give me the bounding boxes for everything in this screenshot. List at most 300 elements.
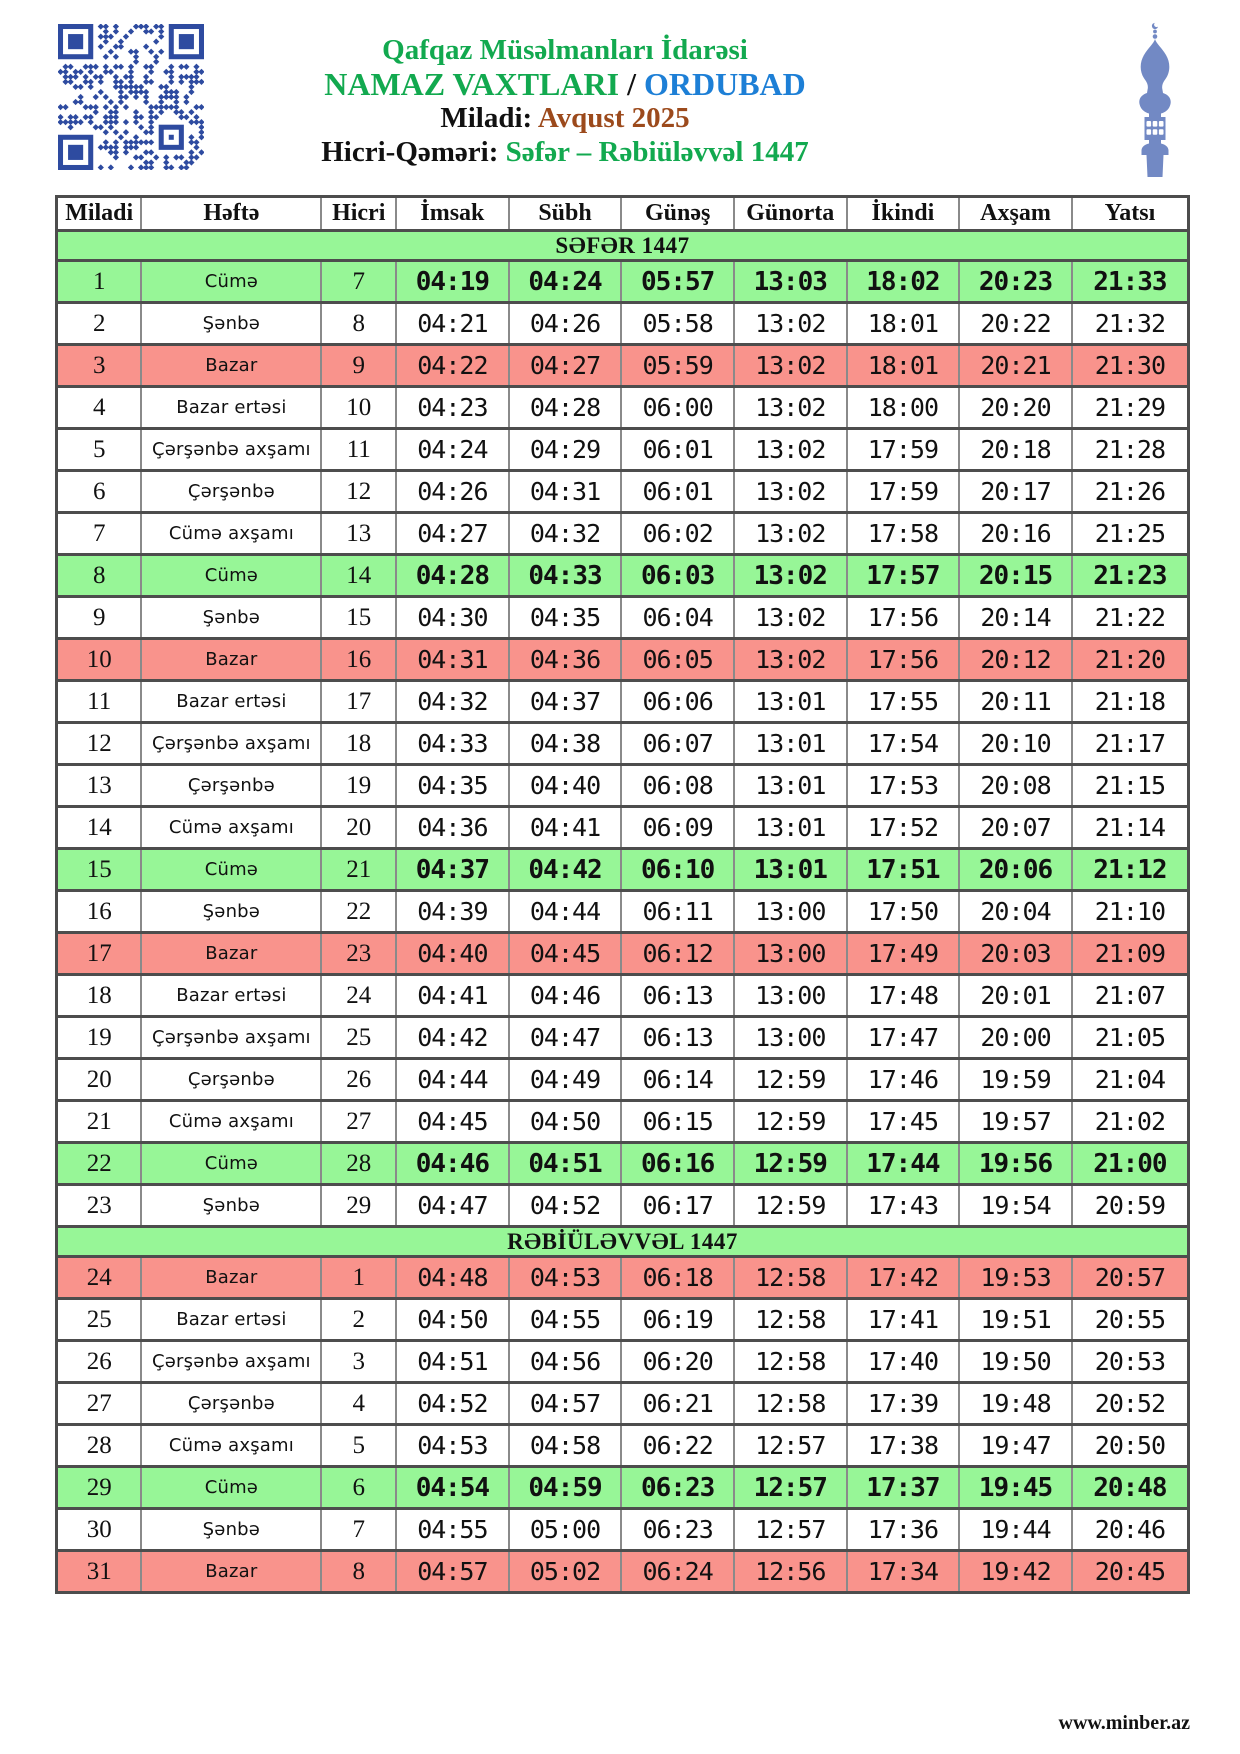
- title-block: [55, 33, 1075, 169]
- cell-weekday: Cümə: [141, 1467, 321, 1509]
- cell-hicri: 16: [321, 639, 396, 681]
- table-header-row: [57, 197, 1189, 231]
- table-row: [57, 765, 1189, 807]
- cell-miladi: 15: [57, 849, 142, 891]
- cell-time-subh: 04:36: [509, 639, 622, 681]
- cell-time-gunes: 06:12: [621, 933, 734, 975]
- cell-hicri: 10: [321, 387, 396, 429]
- cell-time-yatsi: 20:55: [1072, 1299, 1189, 1341]
- cell-time-yatsi: 21:25: [1072, 513, 1189, 555]
- cell-weekday: Şənbə: [141, 1185, 321, 1227]
- table-row: [57, 471, 1189, 513]
- cell-time-gunes: 06:11: [621, 891, 734, 933]
- cell-time-subh: 04:55: [509, 1299, 622, 1341]
- cell-time-yatsi: 21:17: [1072, 723, 1189, 765]
- cell-time-axsam: 20:20: [959, 387, 1072, 429]
- cell-time-gunorta: 13:00: [734, 1017, 847, 1059]
- cell-time-yatsi: 21:29: [1072, 387, 1189, 429]
- cell-time-gunorta: 13:02: [734, 597, 847, 639]
- cell-time-subh: 04:41: [509, 807, 622, 849]
- cell-miladi: 28: [57, 1425, 142, 1467]
- cell-time-ikindi: 18:00: [847, 387, 960, 429]
- cell-time-axsam: 20:00: [959, 1017, 1072, 1059]
- miladi-line: [55, 101, 1075, 135]
- cell-time-axsam: 20:22: [959, 303, 1072, 345]
- table-row: [57, 1257, 1189, 1299]
- cell-time-imsak: 04:40: [396, 933, 509, 975]
- cell-time-ikindi: 17:43: [847, 1185, 960, 1227]
- cell-miladi: 25: [57, 1299, 142, 1341]
- cell-time-ikindi: 17:36: [847, 1509, 960, 1551]
- cell-time-gunes: 06:13: [621, 1017, 734, 1059]
- cell-hicri: 29: [321, 1185, 396, 1227]
- cell-time-imsak: 04:30: [396, 597, 509, 639]
- city-name: ORDUBAD: [643, 66, 806, 102]
- cell-hicri: 7: [321, 1509, 396, 1551]
- cell-time-imsak: 04:47: [396, 1185, 509, 1227]
- cell-time-subh: 04:24: [509, 261, 622, 303]
- cell-time-subh: 04:45: [509, 933, 622, 975]
- cell-time-gunorta: 13:00: [734, 891, 847, 933]
- cell-time-ikindi: 17:44: [847, 1143, 960, 1185]
- cell-time-gunes: 06:18: [621, 1257, 734, 1299]
- cell-time-ikindi: 17:50: [847, 891, 960, 933]
- cell-time-ikindi: 17:57: [847, 555, 960, 597]
- cell-time-ikindi: 17:34: [847, 1551, 960, 1593]
- cell-time-yatsi: 21:30: [1072, 345, 1189, 387]
- cell-time-subh: 04:52: [509, 1185, 622, 1227]
- page-header: [0, 0, 1240, 190]
- table-row: [57, 891, 1189, 933]
- cell-weekday: Cümə: [141, 1143, 321, 1185]
- cell-time-subh: 04:47: [509, 1017, 622, 1059]
- cell-weekday: Çərşənbə axşamı: [141, 429, 321, 471]
- cell-time-subh: 04:38: [509, 723, 622, 765]
- cell-weekday: Çərşənbə: [141, 1383, 321, 1425]
- cell-weekday: Çərşənbə: [141, 471, 321, 513]
- cell-weekday: Bazar: [141, 1257, 321, 1299]
- cell-time-axsam: 19:45: [959, 1467, 1072, 1509]
- cell-time-subh: 04:42: [509, 849, 622, 891]
- cell-time-subh: 04:53: [509, 1257, 622, 1299]
- cell-time-yatsi: 21:10: [1072, 891, 1189, 933]
- table-row: [57, 261, 1189, 303]
- cell-time-subh: 04:59: [509, 1467, 622, 1509]
- cell-time-ikindi: 18:02: [847, 261, 960, 303]
- cell-time-axsam: 20:14: [959, 597, 1072, 639]
- cell-time-axsam: 20:18: [959, 429, 1072, 471]
- table-row: [57, 975, 1189, 1017]
- cell-miladi: 5: [57, 429, 142, 471]
- cell-weekday: Bazar ertəsi: [141, 681, 321, 723]
- cell-time-axsam: 19:51: [959, 1299, 1072, 1341]
- prayer-table: [55, 195, 1190, 1594]
- cell-time-gunes: 06:15: [621, 1101, 734, 1143]
- cell-time-yatsi: 21:23: [1072, 555, 1189, 597]
- table-row: [57, 723, 1189, 765]
- table-row: [57, 429, 1189, 471]
- cell-time-imsak: 04:50: [396, 1299, 509, 1341]
- cell-miladi: 24: [57, 1257, 142, 1299]
- cell-hicri: 2: [321, 1299, 396, 1341]
- cell-time-axsam: 20:01: [959, 975, 1072, 1017]
- cell-miladi: 4: [57, 387, 142, 429]
- table-row: [57, 1509, 1189, 1551]
- cell-time-gunorta: 13:01: [734, 807, 847, 849]
- cell-time-subh: 04:40: [509, 765, 622, 807]
- cell-time-axsam: 20:12: [959, 639, 1072, 681]
- cell-time-ikindi: 17:58: [847, 513, 960, 555]
- cell-time-subh: 04:44: [509, 891, 622, 933]
- cell-time-imsak: 04:27: [396, 513, 509, 555]
- cell-time-gunes: 06:10: [621, 849, 734, 891]
- cell-time-yatsi: 20:50: [1072, 1425, 1189, 1467]
- column-header-yatsi: Yatsı: [1072, 197, 1189, 231]
- cell-hicri: 9: [321, 345, 396, 387]
- cell-time-imsak: 04:53: [396, 1425, 509, 1467]
- cell-time-yatsi: 20:48: [1072, 1467, 1189, 1509]
- cell-time-ikindi: 17:59: [847, 471, 960, 513]
- cell-time-gunes: 06:20: [621, 1341, 734, 1383]
- cell-time-subh: 04:49: [509, 1059, 622, 1101]
- table-row: [57, 849, 1189, 891]
- table-row: [57, 933, 1189, 975]
- column-header-hicri: Hicri: [321, 197, 396, 231]
- cell-time-gunorta: 13:01: [734, 849, 847, 891]
- table-row: [57, 555, 1189, 597]
- cell-time-gunorta: 13:02: [734, 471, 847, 513]
- cell-miladi: 17: [57, 933, 142, 975]
- cell-time-ikindi: 17:53: [847, 765, 960, 807]
- cell-hicri: 7: [321, 261, 396, 303]
- hicri-value: Səfər – Rəbiüləvvəl 1447: [505, 136, 809, 168]
- cell-time-gunorta: 12:59: [734, 1059, 847, 1101]
- cell-time-gunes: 06:13: [621, 975, 734, 1017]
- cell-time-ikindi: 17:47: [847, 1017, 960, 1059]
- cell-miladi: 8: [57, 555, 142, 597]
- cell-hicri: 5: [321, 1425, 396, 1467]
- cell-weekday: Çərşənbə axşamı: [141, 723, 321, 765]
- cell-time-imsak: 04:28: [396, 555, 509, 597]
- cell-time-ikindi: 17:41: [847, 1299, 960, 1341]
- cell-time-subh: 05:02: [509, 1551, 622, 1593]
- cell-weekday: Cümə: [141, 555, 321, 597]
- cell-time-imsak: 04:52: [396, 1383, 509, 1425]
- cell-hicri: 8: [321, 303, 396, 345]
- cell-time-gunorta: 12:58: [734, 1383, 847, 1425]
- cell-time-axsam: 19:59: [959, 1059, 1072, 1101]
- cell-time-ikindi: 17:54: [847, 723, 960, 765]
- cell-time-ikindi: 17:52: [847, 807, 960, 849]
- cell-time-yatsi: 21:28: [1072, 429, 1189, 471]
- cell-time-gunes: 06:07: [621, 723, 734, 765]
- cell-time-imsak: 04:23: [396, 387, 509, 429]
- table-row: [57, 597, 1189, 639]
- cell-time-axsam: 19:47: [959, 1425, 1072, 1467]
- cell-time-axsam: 20:03: [959, 933, 1072, 975]
- cell-time-gunorta: 13:00: [734, 933, 847, 975]
- cell-time-imsak: 04:37: [396, 849, 509, 891]
- cell-miladi: 30: [57, 1509, 142, 1551]
- cell-miladi: 23: [57, 1185, 142, 1227]
- cell-weekday: Bazar ertəsi: [141, 975, 321, 1017]
- cell-miladi: 12: [57, 723, 142, 765]
- hicri-label: Hicri-Qəməri:: [321, 136, 506, 168]
- column-header-miladi: Miladi: [57, 197, 142, 231]
- cell-time-imsak: 04:19: [396, 261, 509, 303]
- cell-time-yatsi: 20:45: [1072, 1551, 1189, 1593]
- cell-time-gunes: 06:06: [621, 681, 734, 723]
- cell-time-gunes: 06:05: [621, 639, 734, 681]
- cell-miladi: 16: [57, 891, 142, 933]
- cell-time-axsam: 20:23: [959, 261, 1072, 303]
- column-header-axsam: Axşam: [959, 197, 1072, 231]
- cell-miladi: 29: [57, 1467, 142, 1509]
- cell-hicri: 23: [321, 933, 396, 975]
- cell-time-gunorta: 13:02: [734, 429, 847, 471]
- cell-time-axsam: 19:44: [959, 1509, 1072, 1551]
- cell-time-axsam: 20:04: [959, 891, 1072, 933]
- cell-time-gunes: 06:14: [621, 1059, 734, 1101]
- cell-time-yatsi: 21:04: [1072, 1059, 1189, 1101]
- cell-time-imsak: 04:42: [396, 1017, 509, 1059]
- cell-hicri: 11: [321, 429, 396, 471]
- cell-weekday: Şənbə: [141, 891, 321, 933]
- column-header-gunes: Günəş: [621, 197, 734, 231]
- cell-weekday: Cümə axşamı: [141, 1425, 321, 1467]
- cell-time-subh: 04:51: [509, 1143, 622, 1185]
- cell-miladi: 22: [57, 1143, 142, 1185]
- cell-time-imsak: 04:45: [396, 1101, 509, 1143]
- cell-miladi: 2: [57, 303, 142, 345]
- cell-hicri: 19: [321, 765, 396, 807]
- cell-time-axsam: 19:57: [959, 1101, 1072, 1143]
- cell-time-ikindi: 17:38: [847, 1425, 960, 1467]
- cell-time-ikindi: 17:49: [847, 933, 960, 975]
- cell-time-yatsi: 21:07: [1072, 975, 1189, 1017]
- cell-time-subh: 04:50: [509, 1101, 622, 1143]
- cell-hicri: 6: [321, 1467, 396, 1509]
- cell-time-gunorta: 13:02: [734, 387, 847, 429]
- cell-time-imsak: 04:24: [396, 429, 509, 471]
- cell-time-gunorta: 13:01: [734, 681, 847, 723]
- cell-time-yatsi: 21:32: [1072, 303, 1189, 345]
- cell-time-subh: 05:00: [509, 1509, 622, 1551]
- cell-weekday: Çərşənbə: [141, 1059, 321, 1101]
- cell-time-imsak: 04:44: [396, 1059, 509, 1101]
- miladi-label: Miladi:: [440, 102, 538, 134]
- cell-miladi: 18: [57, 975, 142, 1017]
- cell-time-imsak: 04:39: [396, 891, 509, 933]
- cell-time-yatsi: 21:02: [1072, 1101, 1189, 1143]
- cell-weekday: Bazar: [141, 933, 321, 975]
- cell-miladi: 3: [57, 345, 142, 387]
- cell-time-yatsi: 20:57: [1072, 1257, 1189, 1299]
- cell-time-gunes: 06:01: [621, 471, 734, 513]
- cell-time-gunes: 06:00: [621, 387, 734, 429]
- section-title: RƏBİÜLƏVVƏL 1447: [57, 1227, 1189, 1257]
- cell-time-imsak: 04:55: [396, 1509, 509, 1551]
- footer-website: www.minber.az: [1058, 1712, 1190, 1734]
- cell-time-gunes: 06:21: [621, 1383, 734, 1425]
- cell-time-subh: 04:26: [509, 303, 622, 345]
- cell-time-yatsi: 20:46: [1072, 1509, 1189, 1551]
- cell-time-subh: 04:27: [509, 345, 622, 387]
- cell-miladi: 19: [57, 1017, 142, 1059]
- cell-time-gunes: 05:58: [621, 303, 734, 345]
- cell-time-subh: 04:29: [509, 429, 622, 471]
- cell-time-imsak: 04:26: [396, 471, 509, 513]
- cell-time-gunes: 05:57: [621, 261, 734, 303]
- section-title: SƏFƏR 1447: [57, 231, 1189, 261]
- table-row: [57, 303, 1189, 345]
- cell-time-axsam: 20:15: [959, 555, 1072, 597]
- cell-time-ikindi: 17:39: [847, 1383, 960, 1425]
- cell-time-subh: 04:46: [509, 975, 622, 1017]
- table-row: [57, 1143, 1189, 1185]
- cell-time-imsak: 04:33: [396, 723, 509, 765]
- cell-time-imsak: 04:57: [396, 1551, 509, 1593]
- cell-time-ikindi: 17:48: [847, 975, 960, 1017]
- cell-time-axsam: 19:42: [959, 1551, 1072, 1593]
- cell-weekday: Çərşənbə axşamı: [141, 1017, 321, 1059]
- cell-time-gunorta: 13:02: [734, 555, 847, 597]
- cell-time-ikindi: 18:01: [847, 303, 960, 345]
- cell-time-imsak: 04:41: [396, 975, 509, 1017]
- cell-time-subh: 04:33: [509, 555, 622, 597]
- table-row: [57, 1299, 1189, 1341]
- cell-time-axsam: 20:16: [959, 513, 1072, 555]
- cell-time-imsak: 04:46: [396, 1143, 509, 1185]
- cell-hicri: 4: [321, 1383, 396, 1425]
- cell-time-gunes: 05:59: [621, 345, 734, 387]
- column-header-imsak: İmsak: [396, 197, 509, 231]
- cell-hicri: 20: [321, 807, 396, 849]
- cell-time-axsam: 19:56: [959, 1143, 1072, 1185]
- cell-time-axsam: 20:21: [959, 345, 1072, 387]
- table-row: [57, 387, 1189, 429]
- cell-time-subh: 04:56: [509, 1341, 622, 1383]
- cell-time-yatsi: 20:59: [1072, 1185, 1189, 1227]
- cell-miladi: 10: [57, 639, 142, 681]
- cell-time-yatsi: 21:15: [1072, 765, 1189, 807]
- cell-weekday: Bazar: [141, 639, 321, 681]
- cell-weekday: Şənbə: [141, 1509, 321, 1551]
- cell-time-imsak: 04:48: [396, 1257, 509, 1299]
- cell-hicri: 18: [321, 723, 396, 765]
- cell-time-subh: 04:31: [509, 471, 622, 513]
- cell-time-gunorta: 13:01: [734, 765, 847, 807]
- cell-weekday: Şənbə: [141, 597, 321, 639]
- table-row: [57, 1467, 1189, 1509]
- cell-hicri: 15: [321, 597, 396, 639]
- cell-time-axsam: 20:17: [959, 471, 1072, 513]
- cell-time-gunes: 06:23: [621, 1509, 734, 1551]
- cell-time-yatsi: 21:33: [1072, 261, 1189, 303]
- cell-miladi: 7: [57, 513, 142, 555]
- cell-time-gunes: 06:01: [621, 429, 734, 471]
- cell-time-axsam: 20:10: [959, 723, 1072, 765]
- table-row: [57, 1341, 1189, 1383]
- cell-hicri: 28: [321, 1143, 396, 1185]
- cell-time-yatsi: 21:09: [1072, 933, 1189, 975]
- cell-time-ikindi: 17:42: [847, 1257, 960, 1299]
- org-title: Qafqaz Müsəlmanları İdarəsi: [382, 34, 748, 66]
- cell-time-gunorta: 12:56: [734, 1551, 847, 1593]
- cell-time-gunorta: 13:02: [734, 513, 847, 555]
- cell-weekday: Bazar: [141, 1551, 321, 1593]
- cell-time-axsam: 20:07: [959, 807, 1072, 849]
- cell-weekday: Çərşənbə axşamı: [141, 1341, 321, 1383]
- cell-time-yatsi: 21:05: [1072, 1017, 1189, 1059]
- cell-weekday: Bazar: [141, 345, 321, 387]
- cell-time-imsak: 04:31: [396, 639, 509, 681]
- cell-time-subh: 04:37: [509, 681, 622, 723]
- cell-weekday: Cümə: [141, 261, 321, 303]
- cell-time-gunes: 06:16: [621, 1143, 734, 1185]
- cell-time-gunes: 06:08: [621, 765, 734, 807]
- cell-time-axsam: 20:08: [959, 765, 1072, 807]
- cell-hicri: 13: [321, 513, 396, 555]
- cell-weekday: Cümə axşamı: [141, 1101, 321, 1143]
- cell-time-gunorta: 13:02: [734, 639, 847, 681]
- cell-time-imsak: 04:35: [396, 765, 509, 807]
- cell-time-gunorta: 13:02: [734, 345, 847, 387]
- cell-time-gunorta: 13:02: [734, 303, 847, 345]
- cell-time-ikindi: 17:46: [847, 1059, 960, 1101]
- cell-time-gunorta: 12:58: [734, 1257, 847, 1299]
- table-row: [57, 1425, 1189, 1467]
- cell-weekday: Cümə axşamı: [141, 807, 321, 849]
- cell-hicri: 8: [321, 1551, 396, 1593]
- cell-weekday: Bazar ertəsi: [141, 1299, 321, 1341]
- cell-time-axsam: 20:11: [959, 681, 1072, 723]
- cell-time-ikindi: 17:40: [847, 1341, 960, 1383]
- cell-time-gunes: 06:04: [621, 597, 734, 639]
- cell-time-gunorta: 12:57: [734, 1425, 847, 1467]
- cell-miladi: 11: [57, 681, 142, 723]
- table-row: [57, 1383, 1189, 1425]
- table-row: [57, 1101, 1189, 1143]
- cell-time-axsam: 20:06: [959, 849, 1072, 891]
- table-row: [57, 1017, 1189, 1059]
- cell-time-gunorta: 13:01: [734, 723, 847, 765]
- cell-time-yatsi: 21:22: [1072, 597, 1189, 639]
- cell-time-gunorta: 12:57: [734, 1509, 847, 1551]
- column-header-ikindi: İkindi: [847, 197, 960, 231]
- cell-hicri: 1: [321, 1257, 396, 1299]
- cell-miladi: 26: [57, 1341, 142, 1383]
- miladi-value: Avqust 2025: [537, 102, 690, 134]
- cell-hicri: 24: [321, 975, 396, 1017]
- cell-hicri: 17: [321, 681, 396, 723]
- main-title-text: NAMAZ VAXTLARI: [324, 66, 620, 102]
- cell-time-yatsi: 21:00: [1072, 1143, 1189, 1185]
- column-header-gunorta: Günorta: [734, 197, 847, 231]
- cell-time-imsak: 04:22: [396, 345, 509, 387]
- cell-time-ikindi: 17:51: [847, 849, 960, 891]
- cell-miladi: 27: [57, 1383, 142, 1425]
- cell-time-ikindi: 17:56: [847, 639, 960, 681]
- table-row: [57, 1551, 1189, 1593]
- title-separator: /: [619, 66, 644, 102]
- cell-hicri: 22: [321, 891, 396, 933]
- cell-time-subh: 04:35: [509, 597, 622, 639]
- cell-time-gunes: 06:02: [621, 513, 734, 555]
- cell-miladi: 6: [57, 471, 142, 513]
- cell-miladi: 13: [57, 765, 142, 807]
- cell-miladi: 21: [57, 1101, 142, 1143]
